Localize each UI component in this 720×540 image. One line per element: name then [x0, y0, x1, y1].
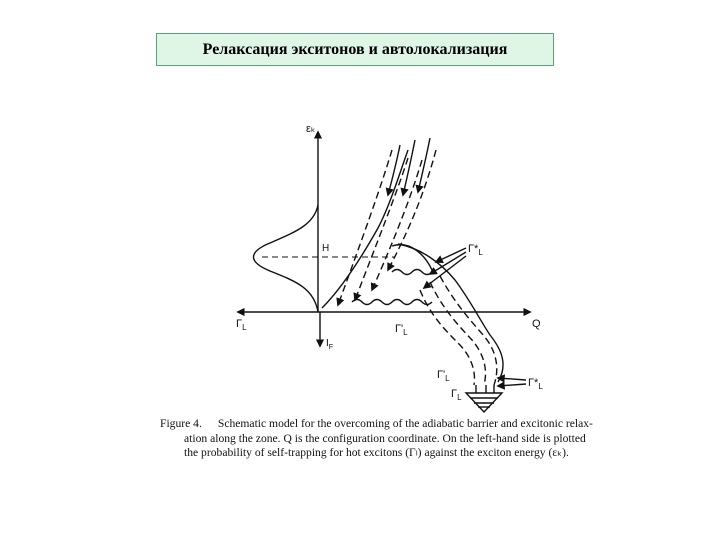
- trajectory-2: [355, 158, 408, 300]
- gamma-prime-low-label: $\Gamma'_L$: [437, 369, 450, 383]
- trajectory-1: [338, 150, 392, 305]
- figure-caption: [160, 417, 630, 461]
- gamma-prime-mid-label: $\Gamma'_L$: [395, 323, 408, 337]
- axis-q-label: Q: [532, 318, 541, 330]
- gamma-star-top-label: $\Gamma*_L$: [468, 243, 483, 257]
- caption-figure-label: Figure 4.: [160, 417, 202, 430]
- pointer-low-2: [498, 384, 526, 386]
- caption-line-2: ation along the zone. Q is the configuration coordinate. On the left-hand side is plotted: [184, 431, 586, 445]
- gamma-low-label: $\Gamma_L$: [451, 388, 462, 402]
- axis-energy-label: εₖ: [306, 123, 316, 135]
- caption-line-3: the probability of self-trapping for hot excitons (Γₗ) against the exciton energy (εₖ).: [184, 446, 569, 459]
- pointer-star-2: [430, 252, 466, 274]
- slide-title: Релаксация экситонов и автолокализация: [156, 33, 554, 66]
- caption-line-1: Figure 4. Schematic model for the overcoming of the adiabatic barrier and excitonic relax-: [160, 417, 593, 430]
- emission-label: $I_F$: [326, 338, 334, 351]
- wavy-line-lower: [352, 300, 432, 305]
- pointer-low-1: [498, 378, 526, 380]
- pointer-star-3: [424, 256, 466, 288]
- probability-curve: [254, 205, 319, 312]
- axis-gamma-label: $\Gamma_L$: [236, 318, 247, 332]
- barrier-label: H: [322, 243, 330, 254]
- potential-curve-right: [398, 244, 503, 382]
- zone-path-3: [440, 276, 497, 385]
- incoming-arrow-1: [388, 145, 400, 195]
- gamma-star-low-label: $\Gamma*_L$: [528, 377, 543, 391]
- wavy-line-upper: [392, 270, 432, 275]
